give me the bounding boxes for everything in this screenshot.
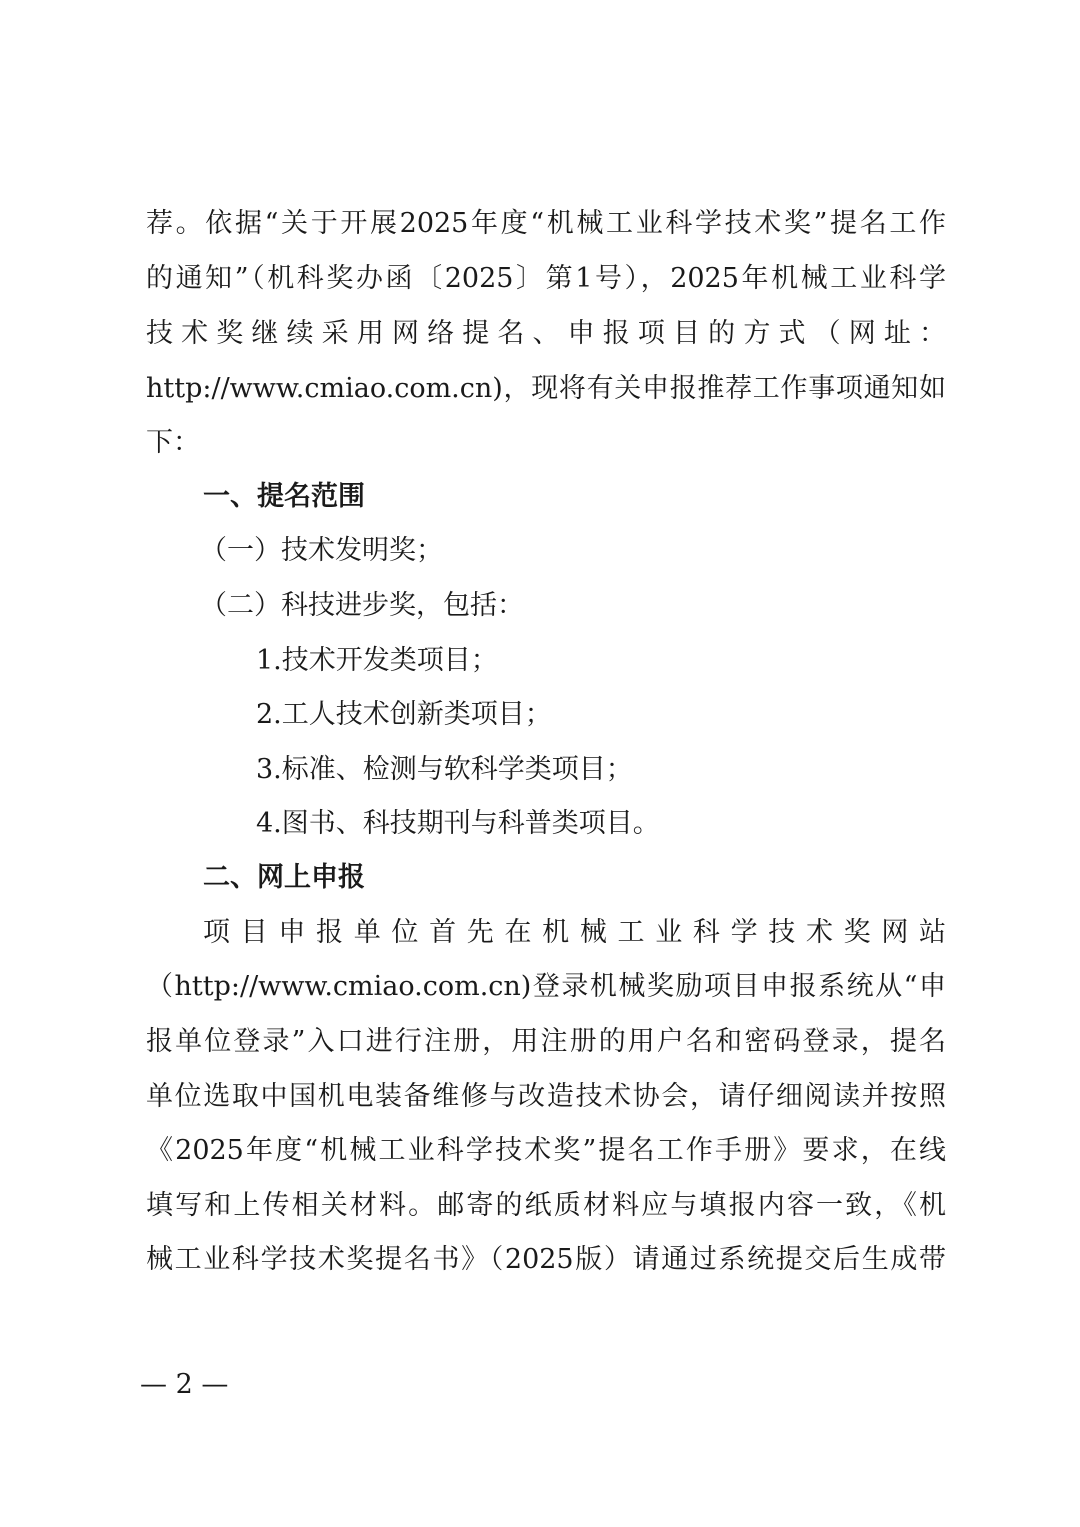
section-heading-scope: 一、提名范围 <box>203 481 365 512</box>
body-line: 报单位登录”入口进行注册，用注册的用户名和密码登录，提名 <box>146 1026 946 1057</box>
list-sub-item: 2.工人技术创新类项目； <box>256 699 552 730</box>
body-line: 械工业科学技术奖提名书》（2025版）请通过系统提交后生成带 <box>146 1244 946 1275</box>
list-item: （二）科技进步奖，包括： <box>200 590 524 621</box>
body-line: 的通知”（机科奖办函〔2025〕第1号），2025年机械工业科学 <box>146 263 946 294</box>
body-line: 技术奖继续采用网络提名、申报项目的方式（网址： <box>146 318 946 349</box>
body-line: 《2025年度“机械工业科学技术奖”提名工作手册》要求，在线 <box>146 1135 946 1166</box>
list-sub-item: 4.图书、科技期刊与科普类项目。 <box>256 808 660 839</box>
body-line: 荐。依据“关于开展2025年度“机械工业科学技术奖”提名工作 <box>146 208 946 239</box>
list-sub-item: 3.标准、检测与软科学类项目； <box>256 754 633 785</box>
body-line: http://www.cmiao.com.cn)，现将有关申报推荐工作事项通知如 <box>146 373 946 404</box>
body-line: 项目申报单位首先在机械工业科学技术奖网站 <box>203 917 946 948</box>
list-sub-item: 1.技术开发类项目； <box>256 645 498 676</box>
body-line: （http://www.cmiao.com.cn)登录机械奖励项目申报系统从“申 <box>146 971 946 1002</box>
body-line: 下： <box>146 427 200 458</box>
page-number: — 2 — <box>140 1369 229 1400</box>
body-line: 填写和上传相关材料。邮寄的纸质材料应与填报内容一致，《机 <box>146 1190 946 1221</box>
section-heading-online: 二、网上申报 <box>203 862 365 893</box>
body-line: 单位选取中国机电装备维修与改造技术协会，请仔细阅读并按照 <box>146 1081 946 1112</box>
list-item: （一）技术发明奖； <box>200 535 443 566</box>
